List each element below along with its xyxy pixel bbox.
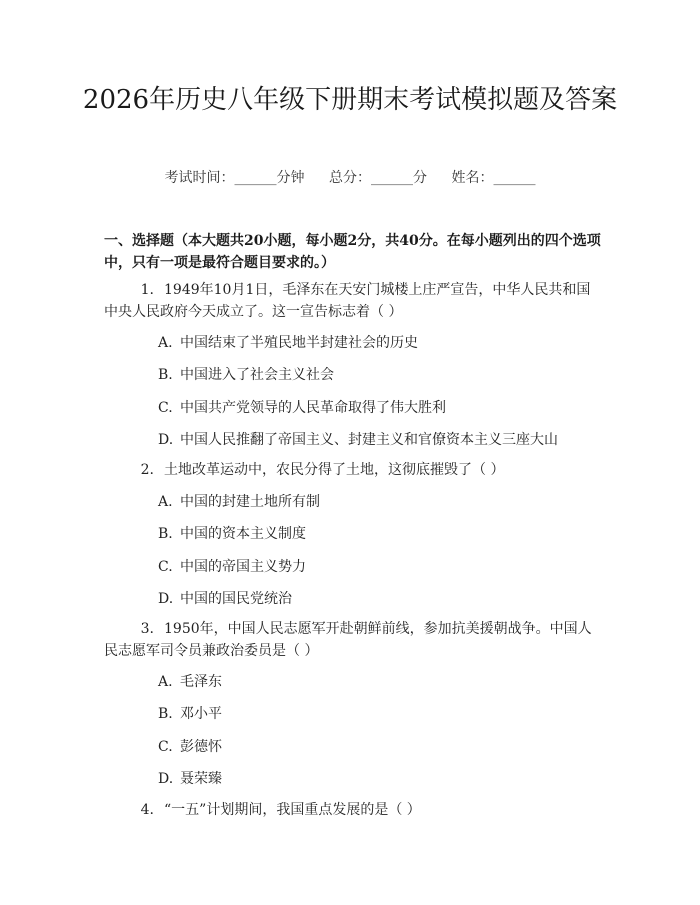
option-text: 中国的资本主义制度 <box>180 526 306 542</box>
question-1 <box>104 279 602 323</box>
question-number: 4. <box>140 802 154 818</box>
question-number: 2. <box>140 462 154 478</box>
question-2 <box>104 459 602 481</box>
question-text: “一五”计划期间，我国重点发展的是（ ） <box>164 802 421 818</box>
question-1-option-c <box>158 398 598 418</box>
question-2-option-c <box>158 557 598 577</box>
option-letter: B. <box>158 367 173 383</box>
question-4 <box>104 799 602 821</box>
option-text: 中国的帝国主义势力 <box>180 559 306 575</box>
option-letter: A. <box>158 674 173 690</box>
question-1-option-a <box>158 333 598 353</box>
exam-time-field: 考试时间：______分钟 <box>164 170 305 186</box>
question-number: 1. <box>140 282 154 298</box>
option-text: 彭德怀 <box>180 739 222 755</box>
option-text: 中国进入了社会主义社会 <box>180 367 334 383</box>
option-text: 中国的封建土地所有制 <box>180 494 320 510</box>
option-letter: A. <box>158 494 173 510</box>
option-letter: C. <box>158 559 173 575</box>
question-3-option-c <box>158 737 598 757</box>
option-text: 毛泽东 <box>180 674 222 690</box>
question-text: 土地改革运动中，农民分得了土地，这彻底摧毁了（ ） <box>164 462 505 478</box>
question-2-option-b <box>158 524 598 544</box>
option-letter: A. <box>158 335 173 351</box>
option-letter: C. <box>158 400 173 416</box>
option-text: 中国的国民党统治 <box>180 591 292 607</box>
question-3-option-d <box>158 769 598 789</box>
question-1-option-b <box>158 365 598 385</box>
question-3-option-a <box>158 672 598 692</box>
option-text: 中国结束了半殖民地半封建社会的历史 <box>180 335 418 351</box>
student-name-field: 姓名：______ <box>451 170 536 186</box>
question-number: 3. <box>140 621 154 637</box>
exam-meta <box>0 168 700 188</box>
question-3-option-b <box>158 704 598 724</box>
option-letter: D. <box>158 771 174 787</box>
option-text: 中国人民推翻了帝国主义、封建主义和官僚资本主义三座大山 <box>180 432 558 448</box>
option-text: 邓小平 <box>180 706 222 722</box>
question-2-option-d <box>158 589 598 609</box>
option-letter: B. <box>158 706 173 722</box>
total-score-field: 总分：______分 <box>329 170 427 186</box>
section-heading-choice: 一、选择题（本大题共20小题，每小题2分，共40分。在每小题列出的四个选项中，只有一项是最符合题目要求的。） <box>104 233 601 271</box>
question-3 <box>104 618 602 662</box>
option-letter: D. <box>158 591 174 607</box>
question-2-option-a <box>158 492 598 512</box>
option-text: 中国共产党领导的人民革命取得了伟大胜利 <box>180 400 446 416</box>
question-1-option-d <box>158 430 598 450</box>
option-text: 聂荣臻 <box>180 771 222 787</box>
exam-title: 2026年历史八年级下册期末考试模拟题及答案 <box>82 85 618 115</box>
option-letter: D. <box>158 432 174 448</box>
question-text: 1949年10月1日，毛泽东在天安门城楼上庄严宣告，中华人民共和国中央人民政府今天成立了。这一宣告标志着（ ） <box>104 282 591 320</box>
question-text: 1950年，中国人民志愿军开赴朝鲜前线，参加抗美援朝战争。中国人民志愿军司令员兼政治委员是（ ） <box>104 621 592 659</box>
option-letter: B. <box>158 526 173 542</box>
option-letter: C. <box>158 739 173 755</box>
